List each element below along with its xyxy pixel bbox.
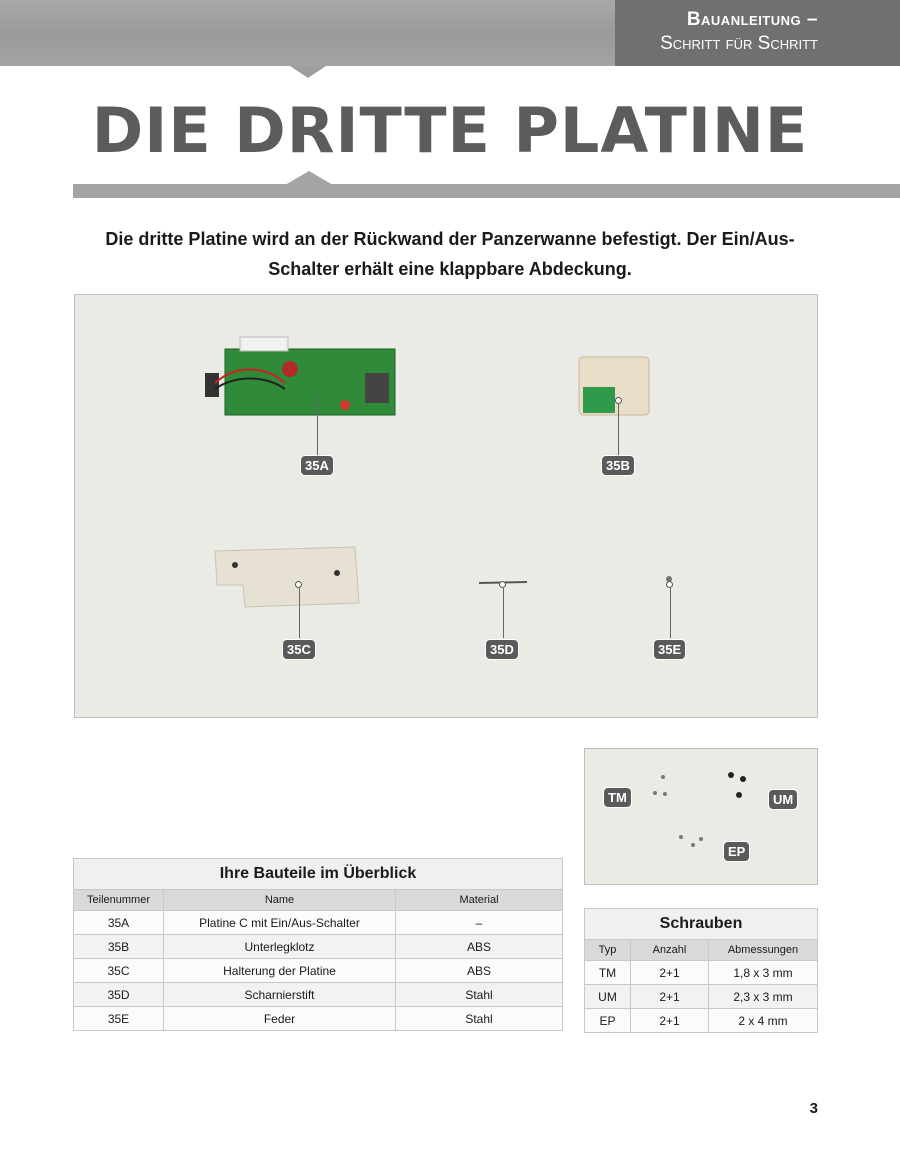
screw-count-cell: 2+1: [631, 961, 709, 985]
section-header-line2: Schritt für Schritt: [660, 33, 818, 54]
title-divider-notch: [285, 171, 333, 185]
part-label-35b: 35B: [601, 455, 635, 476]
part-label-35e: 35E: [653, 639, 686, 660]
title-divider: [73, 184, 900, 198]
table-row: [74, 959, 563, 983]
part-material-cell: ABS: [396, 959, 563, 983]
screws-illustration: [585, 749, 819, 886]
table-row: [585, 985, 818, 1009]
part-material-cell: ABS: [396, 935, 563, 959]
screw-label-ep: EP: [723, 841, 750, 862]
part-number-cell: 35C: [74, 959, 164, 983]
parts-table: [73, 858, 563, 1031]
part-name-cell: Halterung der Platine: [164, 959, 396, 983]
col-header-material: Material: [396, 890, 563, 911]
screw-label-um: UM: [768, 789, 798, 810]
col-header-type: Typ: [585, 940, 631, 961]
section-header-line1: Bauanleitung –: [686, 9, 818, 30]
parts-illustration: [75, 295, 819, 719]
col-header-count: Anzahl: [631, 940, 709, 961]
pcb-35a-shape: [205, 337, 395, 415]
part-label-35d: 35D: [485, 639, 519, 660]
part-number-cell: 35D: [74, 983, 164, 1007]
part-material-cell: Stahl: [396, 1007, 563, 1031]
part-material-cell: Stahl: [396, 983, 563, 1007]
screw-type-cell: TM: [585, 961, 631, 985]
parts-table-title: Ihre Bauteile im Überblick: [74, 859, 563, 890]
part-number-cell: 35A: [74, 911, 164, 935]
table-row: [74, 911, 563, 935]
screw-table-title: Schrauben: [585, 909, 818, 940]
parts-photo: [74, 294, 818, 718]
screw-type-cell: EP: [585, 1009, 631, 1033]
table-row: [585, 1009, 818, 1033]
screws-photo: [584, 748, 818, 885]
spacer-35b-shape: [579, 357, 649, 415]
part-material-cell: –: [396, 911, 563, 935]
screw-count-cell: 2+1: [631, 1009, 709, 1033]
bracket-35c-shape: [215, 547, 359, 607]
table-row: [74, 935, 563, 959]
page-number: 3: [809, 1100, 818, 1117]
screw-table: [584, 908, 818, 1033]
table-row: [74, 1007, 563, 1031]
col-header-dimensions: Abmessungen: [709, 940, 818, 961]
col-header-name: Name: [164, 890, 396, 911]
part-name-cell: Scharnierstift: [164, 983, 396, 1007]
screw-count-cell: 2+1: [631, 985, 709, 1009]
page-title: DIE DRITTE PLATINE: [91, 94, 809, 167]
screw-dimension-cell: 1,8 x 3 mm: [709, 961, 818, 985]
part-number-cell: 35B: [74, 935, 164, 959]
screw-dimension-cell: 2 x 4 mm: [709, 1009, 818, 1033]
table-row: [74, 983, 563, 1007]
intro-text: Die dritte Platine wird an der Rückwand der Panzerwanne befestigt. Der Ein/Aus-Schalter erhält eine klappbare Abdeckung.: [105, 229, 795, 279]
part-label-35c: 35C: [282, 639, 316, 660]
part-name-cell: Unterlegklotz: [164, 935, 396, 959]
col-header-part-number: Teilenummer: [74, 890, 164, 911]
screw-dimension-cell: 2,3 x 3 mm: [709, 985, 818, 1009]
screw-label-tm: TM: [603, 787, 632, 808]
screw-type-cell: UM: [585, 985, 631, 1009]
part-name-cell: Platine C mit Ein/Aus-Schalter: [164, 911, 396, 935]
part-label-35a: 35A: [300, 455, 334, 476]
table-row: [585, 961, 818, 985]
part-number-cell: 35E: [74, 1007, 164, 1031]
part-name-cell: Feder: [164, 1007, 396, 1031]
section-header: [615, 0, 900, 66]
